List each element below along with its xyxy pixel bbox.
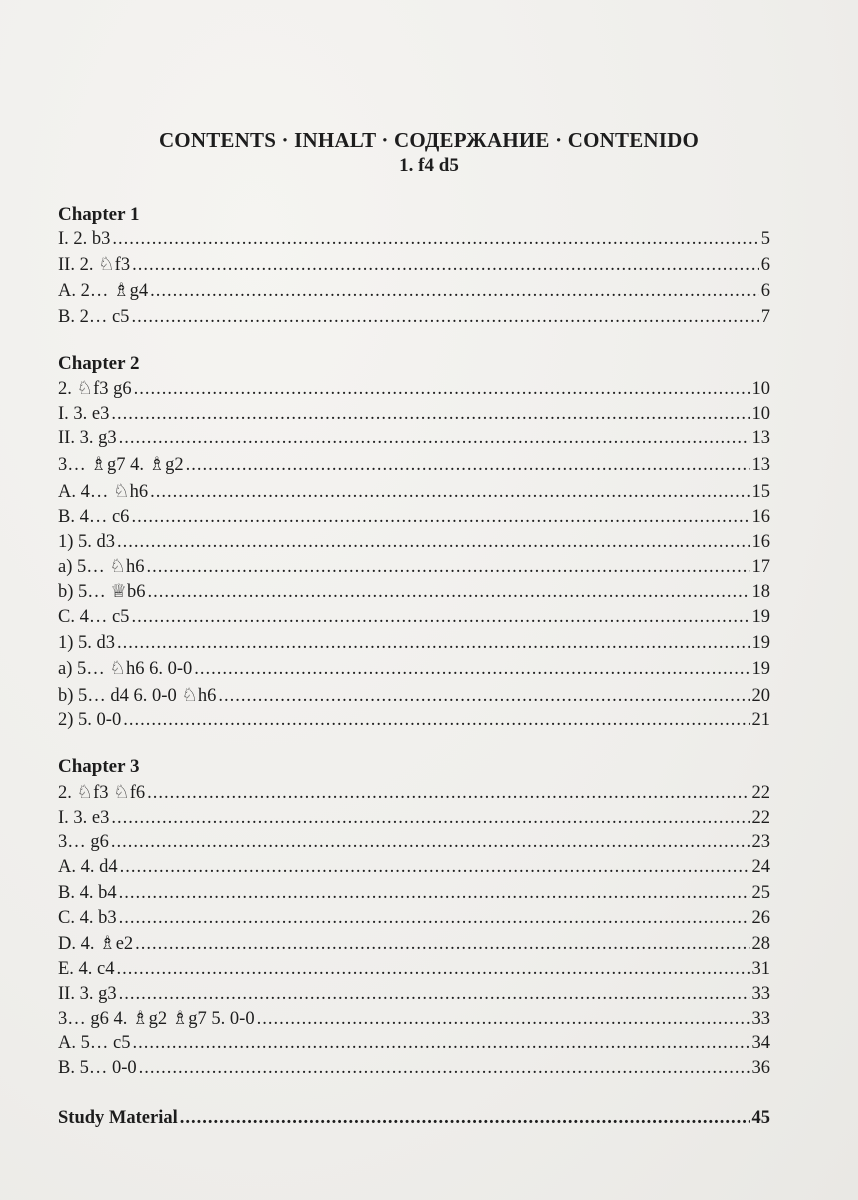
leader-dots xyxy=(148,580,750,604)
entry-page: 5 xyxy=(760,229,770,249)
entry-label: B. 2… c5 xyxy=(58,307,130,327)
toc-entry xyxy=(58,555,770,579)
entry-label: Study Material xyxy=(58,1108,178,1128)
entry-label: B. 5… 0-0 xyxy=(58,1058,137,1078)
entry-label: A. 4. d4 xyxy=(58,857,118,877)
contents-title: CONTENTS · INHALT · СОДЕРЖАНИЕ · CONTENIDO xyxy=(158,128,700,152)
entry-label: A. 2… ♗g4 xyxy=(58,281,149,301)
entry-label: 3… g6 xyxy=(58,832,109,852)
entry-label: E. 4. c4 xyxy=(58,959,115,979)
toc-entry xyxy=(58,305,770,329)
entry-page: 19 xyxy=(751,633,770,653)
leader-dots xyxy=(111,806,749,830)
toc-entry xyxy=(58,1007,770,1031)
toc-entry xyxy=(58,806,770,830)
leader-dots xyxy=(119,881,750,905)
toc-entry xyxy=(58,1031,770,1055)
toc-entry xyxy=(58,982,770,1006)
entry-label: a) 5… ♘h6 6. 0-0 xyxy=(58,659,193,679)
entry-page: 10 xyxy=(751,404,770,424)
entry-label: 3… g6 4. ♗g2 ♗g7 5. 0-0 xyxy=(58,1009,255,1029)
entry-page: 13 xyxy=(751,455,770,475)
entry-label: 1) 5. d3 xyxy=(58,532,116,552)
entry-label: 2. ♘f3 g6 xyxy=(58,379,132,399)
entry-label: D. 4. ♗e2 xyxy=(58,934,134,954)
toc-entry xyxy=(58,453,770,477)
toc-entry xyxy=(58,505,770,529)
entry-page: 16 xyxy=(751,532,770,552)
entry-page: 19 xyxy=(751,659,770,679)
entry-page: 45 xyxy=(751,1108,770,1128)
leader-dots xyxy=(120,855,750,879)
entry-page: 36 xyxy=(751,1058,770,1078)
entry-page: 13 xyxy=(751,428,770,448)
entry-label: C. 4. b3 xyxy=(58,908,117,928)
toc-entry xyxy=(58,227,770,251)
entry-label: B. 4. b4 xyxy=(58,883,117,903)
toc-entry xyxy=(58,631,770,655)
toc-entry xyxy=(58,1056,770,1080)
entry-page: 28 xyxy=(751,934,770,954)
leader-dots xyxy=(150,480,749,504)
entry-label: A. 4… ♘h6 xyxy=(58,482,149,502)
entry-page: 6 xyxy=(760,255,770,275)
toc-entry xyxy=(58,480,770,504)
entry-label: C. 4… c5 xyxy=(58,607,130,627)
leader-dots xyxy=(117,957,750,981)
toc-entry xyxy=(58,781,770,805)
entry-page: 17 xyxy=(751,557,770,577)
entry-page: 25 xyxy=(751,883,770,903)
leader-dots xyxy=(186,453,750,477)
entry-page: 6 xyxy=(760,281,770,301)
entry-label: b) 5… ♕b6 xyxy=(58,582,146,602)
toc-entry xyxy=(58,253,770,277)
entry-page: 23 xyxy=(751,832,770,852)
toc-entry xyxy=(58,377,770,401)
leader-dots xyxy=(111,402,749,426)
entry-label: II. 3. g3 xyxy=(58,428,117,448)
leader-dots xyxy=(132,1031,749,1055)
leader-dots xyxy=(147,781,749,805)
entry-label: I. 3. e3 xyxy=(58,404,110,424)
toc-entry xyxy=(58,957,770,981)
entry-page: 33 xyxy=(751,1009,770,1029)
entry-label: I. 3. e3 xyxy=(58,808,110,828)
toc-entry xyxy=(58,881,770,905)
entry-page: 22 xyxy=(751,783,770,803)
entry-page: 16 xyxy=(751,507,770,527)
leader-dots xyxy=(131,605,749,629)
leader-dots xyxy=(117,631,749,655)
entry-page: 19 xyxy=(751,607,770,627)
entry-label: II. 2. ♘f3 xyxy=(58,255,131,275)
toc-entry xyxy=(58,906,770,930)
entry-page: 21 xyxy=(751,710,770,730)
toc-entry xyxy=(58,855,770,879)
entry-label: 2) 5. 0-0 xyxy=(58,710,122,730)
leader-dots xyxy=(132,253,759,277)
leader-dots xyxy=(117,530,749,554)
entry-label: a) 5… ♘h6 xyxy=(58,557,145,577)
leader-dots xyxy=(150,279,759,303)
entry-page: 31 xyxy=(751,959,770,979)
leader-dots xyxy=(131,505,749,529)
leader-dots xyxy=(119,906,750,930)
toc-entry xyxy=(58,708,770,732)
entry-label: 3… ♗g7 4. ♗g2 xyxy=(58,455,184,475)
toc-entry xyxy=(58,580,770,604)
leader-dots xyxy=(194,657,749,681)
leader-dots xyxy=(119,426,750,450)
toc-entry xyxy=(58,426,770,450)
entry-label: b) 5… d4 6. 0-0 ♘h6 xyxy=(58,686,217,706)
toc-entry xyxy=(58,402,770,426)
entry-label: A. 5… c5 xyxy=(58,1033,131,1053)
leader-dots xyxy=(146,555,749,579)
leader-dots xyxy=(139,1056,750,1080)
entry-page: 22 xyxy=(751,808,770,828)
leader-dots xyxy=(131,305,758,329)
leader-dots xyxy=(180,1106,750,1130)
toc-entry xyxy=(58,830,770,854)
entry-page: 18 xyxy=(751,582,770,602)
entry-page: 24 xyxy=(751,857,770,877)
toc-entry xyxy=(58,684,770,708)
entry-label: B. 4… c6 xyxy=(58,507,130,527)
leader-dots xyxy=(257,1007,750,1031)
entry-page: 33 xyxy=(751,984,770,1004)
leader-dots xyxy=(111,830,750,854)
leader-dots xyxy=(134,377,750,401)
leader-dots xyxy=(119,982,750,1006)
entry-page: 34 xyxy=(751,1033,770,1053)
entry-page: 10 xyxy=(751,379,770,399)
leader-dots xyxy=(123,708,749,732)
toc-entry xyxy=(58,605,770,629)
toc-entry xyxy=(58,657,770,681)
entry-label: I. 2. b3 xyxy=(58,229,111,249)
toc-entry xyxy=(58,530,770,554)
leader-dots xyxy=(218,684,749,708)
opening-subtitle: 1. f4 d5 xyxy=(399,155,459,176)
chapter-heading: Chapter 3 xyxy=(58,756,140,777)
entry-label: 1) 5. d3 xyxy=(58,633,116,653)
entry-label: II. 3. g3 xyxy=(58,984,117,1004)
entry-page: 20 xyxy=(751,686,770,706)
chapter-heading: Chapter 1 xyxy=(58,204,140,225)
toc-entry-study-material xyxy=(58,1106,770,1130)
toc-entry xyxy=(58,279,770,303)
entry-page: 15 xyxy=(751,482,770,502)
entry-label: 2. ♘f3 ♘f6 xyxy=(58,783,146,803)
leader-dots xyxy=(135,932,749,956)
entry-page: 7 xyxy=(760,307,770,327)
entry-page: 26 xyxy=(751,908,770,928)
leader-dots xyxy=(112,227,758,251)
chapter-heading: Chapter 2 xyxy=(58,353,140,374)
toc-entry xyxy=(58,932,770,956)
